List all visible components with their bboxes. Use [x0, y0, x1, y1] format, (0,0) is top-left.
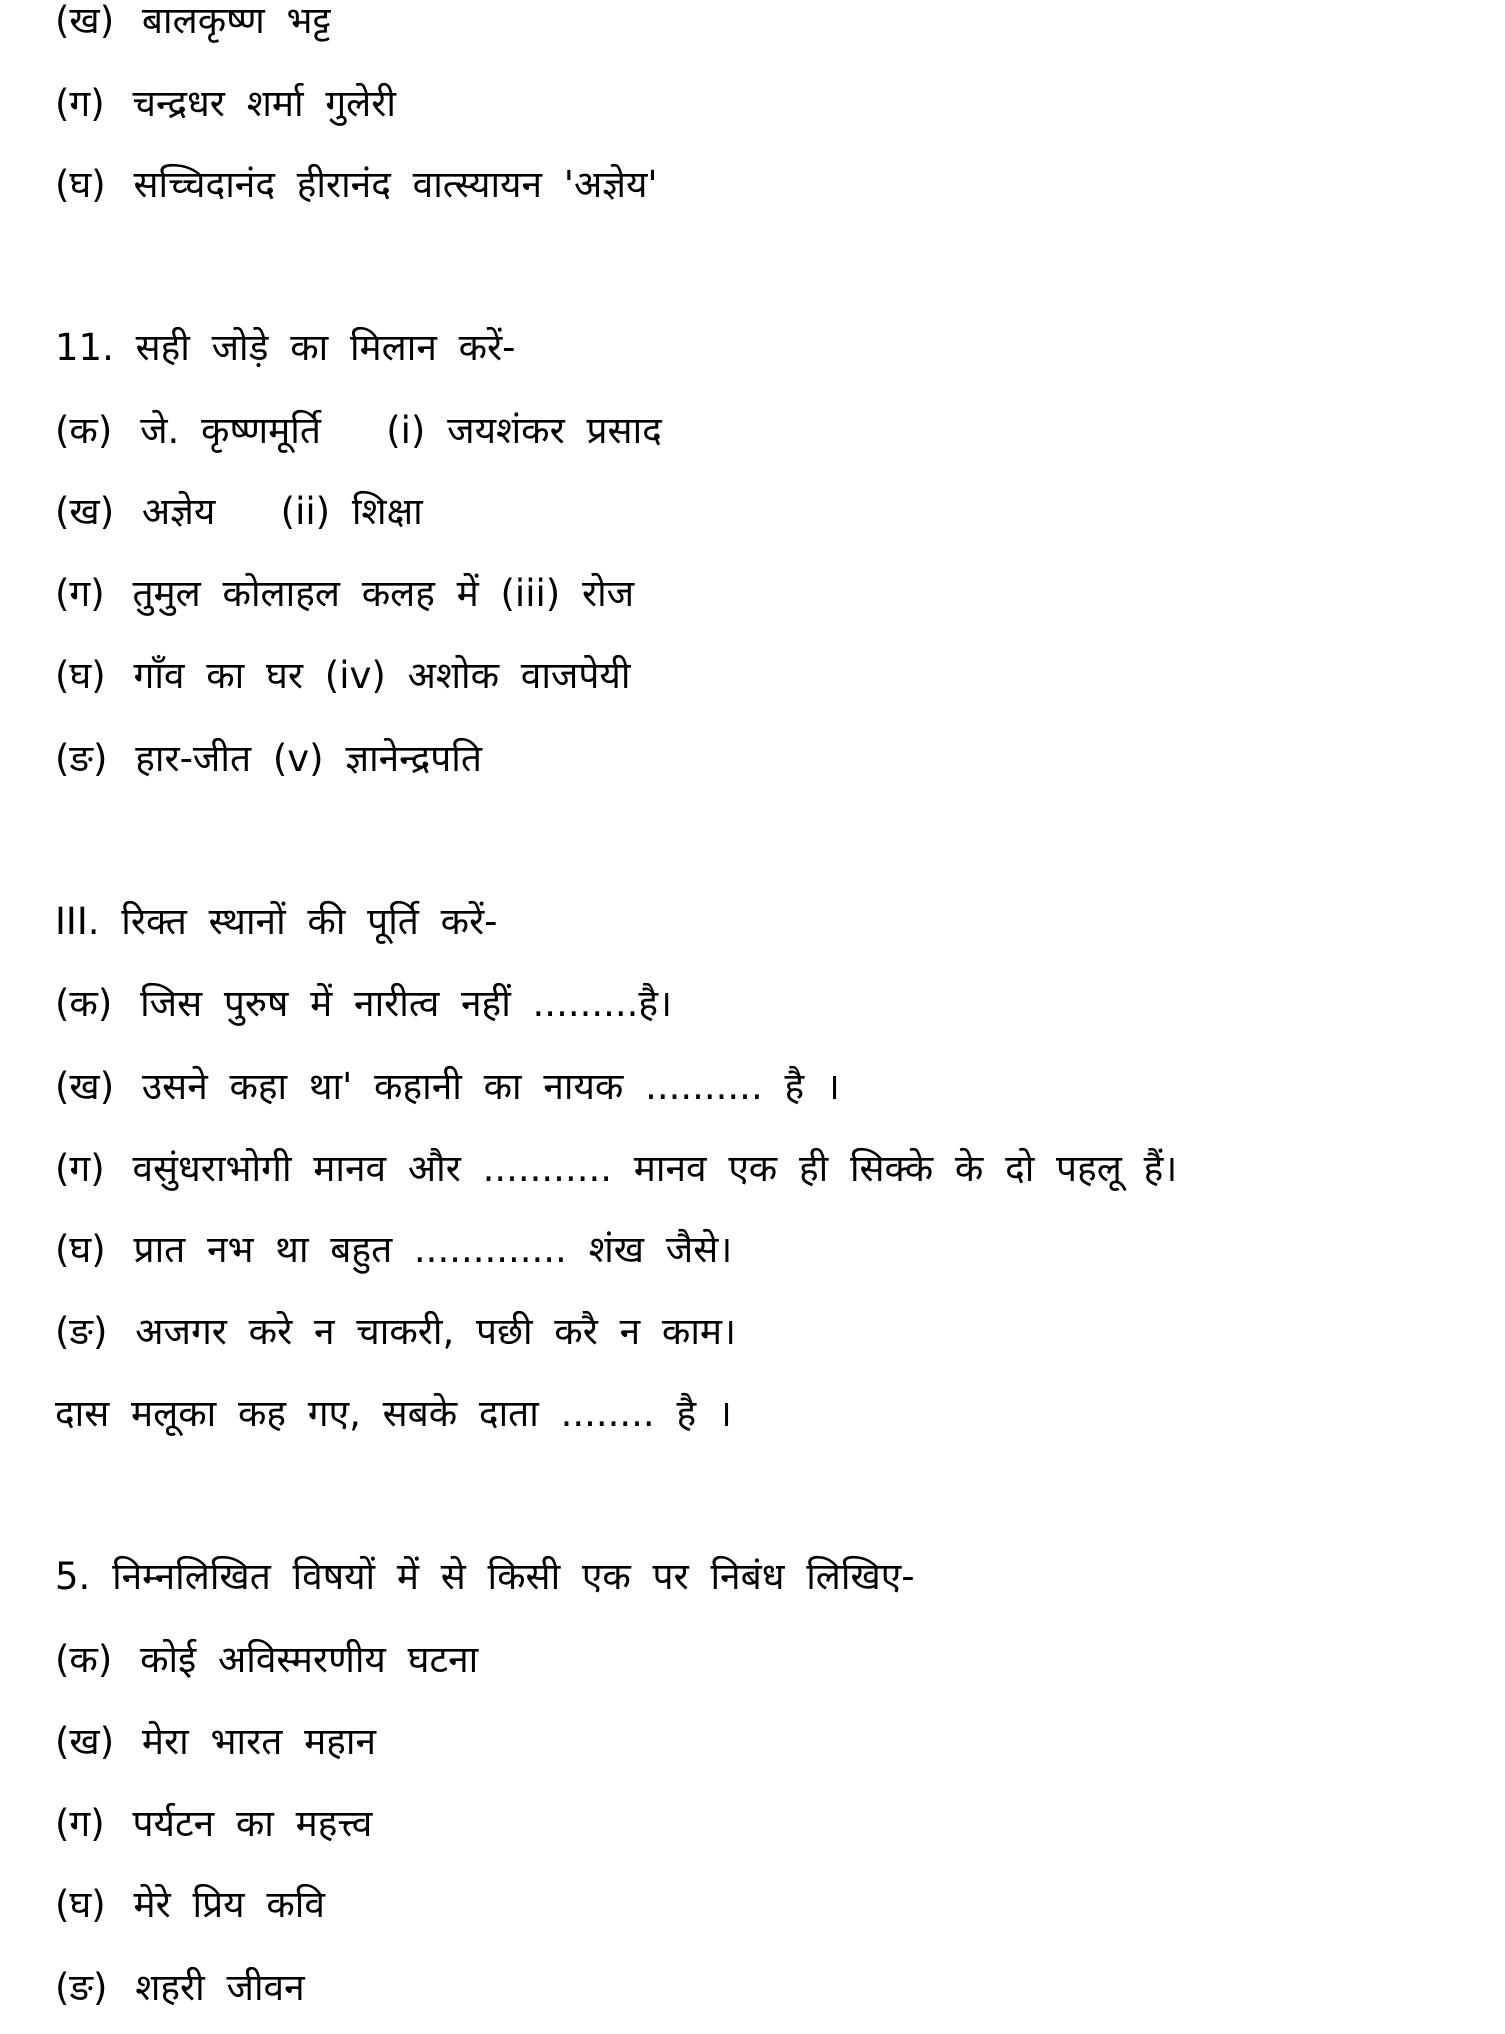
pair-text: तुमुल कोलाहल कलह में (iii) रोज [132, 572, 635, 615]
topic-label: (घ) [55, 1883, 106, 1926]
pair-label: (ङ) [55, 737, 108, 780]
option-label: (ख) [55, 0, 115, 42]
match-pair-kha [55, 482, 423, 542]
option-label: (ग) [55, 82, 105, 125]
match-pair-gha [55, 646, 630, 706]
blank-text: उसने कहा था' कहानी का नायक .......... है । [141, 1065, 840, 1108]
blank-label: (क) [55, 982, 113, 1025]
question-3-heading: III. रिक्त स्थानों की पूर्ति करें- [55, 900, 498, 943]
pair-label: (घ) [55, 654, 106, 697]
blank-text: वसुंधराभोगी मानव और ........... मानव एक ही सिक्के के दो पहलू हैं। [132, 1147, 1178, 1190]
essay-topic-ga [55, 1794, 372, 1854]
option-label: (घ) [55, 163, 106, 206]
pair-label: (ख) [55, 490, 115, 533]
topic-label: (ङ) [55, 1966, 108, 2009]
topic-text: कोई अविस्मरणीय घटना [140, 1638, 479, 1681]
fill-blank-nga [55, 1302, 736, 1362]
pair-text: हार-जीत (v) ज्ञानेन्द्रपति [135, 737, 482, 780]
pair-text: गाँव का घर (iv) अशोक वाजपेयी [133, 654, 631, 697]
match-pair-ga [55, 564, 634, 624]
blank-text: जिस पुरुष में नारीत्व नहीं .........है। [140, 982, 673, 1025]
topic-text: मेरा भारत महान [141, 1720, 376, 1763]
pair-label: (क) [55, 409, 113, 452]
pair-text: अज्ञेय (ii) शिक्षा [141, 490, 423, 533]
blank-text: प्रात नभ था बहुत ............. शंख जैसे। [133, 1228, 733, 1271]
match-pair-nga [55, 729, 482, 789]
option-text: चन्द्रधर शर्मा गुलेरी [132, 82, 396, 125]
pair-text: जे. कृष्णमूर्ति (i) जयशंकर प्रसाद [140, 409, 662, 452]
essay-topic-gha [55, 1875, 325, 1935]
option-text: सच्चिदानंद हीरानंद वात्स्यायन 'अज्ञेय' [133, 163, 658, 206]
option-kha [55, 0, 331, 51]
topic-label: (क) [55, 1638, 113, 1681]
essay-topic-ka [55, 1630, 478, 1690]
topic-text: शहरी जीवन [135, 1966, 305, 2009]
topic-text: पर्यटन का महत्त्व [132, 1802, 373, 1845]
question-11-heading: 11. सही जोड़े का मिलान करें- [55, 326, 516, 369]
blank-label: (घ) [55, 1228, 106, 1271]
match-pair-ka [55, 401, 662, 461]
fill-blank-ga [55, 1139, 1177, 1199]
option-gha [55, 155, 658, 215]
blank-text: अजगर करे न चाकरी, पछी करै न काम। [135, 1310, 737, 1353]
blank-label: (ग) [55, 1147, 105, 1190]
blank-label: (ख) [55, 1065, 115, 1108]
option-text: बालकृष्ण भट्ट [141, 0, 331, 42]
fill-blank-nga-continuation: दास मलूका कह गए, सबके दाता ........ है । [55, 1392, 732, 1435]
topic-label: (ख) [55, 1720, 115, 1763]
topic-label: (ग) [55, 1802, 105, 1845]
essay-topic-kha [55, 1712, 376, 1772]
essay-topic-nga [55, 1958, 305, 2018]
topic-text: मेरे प्रिय कवि [133, 1883, 325, 1926]
fill-blank-ka [55, 974, 672, 1034]
question-5-heading: 5. निम्नलिखित विषयों में से किसी एक पर निबंध लिखिए- [55, 1555, 915, 1598]
pair-label: (ग) [55, 572, 105, 615]
option-ga [55, 74, 396, 134]
blank-label: (ङ) [55, 1310, 108, 1353]
fill-blank-gha [55, 1220, 732, 1280]
fill-blank-kha [55, 1057, 840, 1117]
